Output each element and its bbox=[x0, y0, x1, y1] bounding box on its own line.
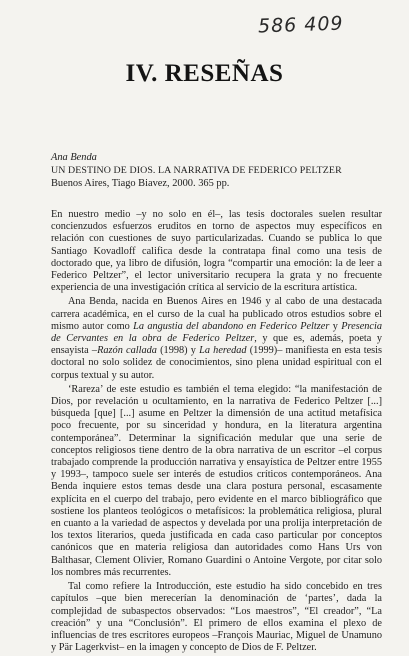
review-body bbox=[51, 209, 382, 656]
paragraph-1: En nuestro medio –y no solo en él–, las tesis doctorales suelen resultar concienzudos esfuerzos eruditos en torno de aspectos muy específicos en relación con cuestiones de suyo particularizadas. Cuando se publica lo que Santiago Kovadloff califica desde la contratapa final como una tesis de doctorado que, ya libro de difusión, logra “compartir una emoción: la de leer a Federico Peltzer”, el lector universitario recupera la grata y no frecuente experiencia de una investigación crítica al servicio de la escritura artística. bbox=[51, 209, 382, 294]
book-title: La heredad bbox=[199, 345, 247, 357]
book-title: Presencia de Cervantes en la obra de Federico Peltzer bbox=[51, 320, 382, 345]
paragraph-4: Tal como refiere la Introducción, este estudio ha sido concebido en tres capítulos –que bien merecerían la denominación de ‘partes’, dada la complejidad de subaspectos observados: “Los maestros”, “El creador”, “La creación” y una “Conclusión”. El primero de ellos examina el plexo de influencias de tres escritores europeos –François Mauriac, Miguel de Unamuno y Pär Lagerkvist– en la imagen y concepto de Dios de F. Peltzer. bbox=[51, 581, 382, 654]
reference-imprint: Buenos Aires, Tiago Biavez, 2000. 365 pp. bbox=[51, 178, 230, 189]
section-title: IV. RESEÑAS bbox=[125, 60, 284, 87]
paragraph-2: Ana Benda, nacida en Buenos Aires en 1946 y al cabo de una destacada carrera académica, en el curso de la cual ha publicado otros estudios sobre el mismo autor como La angustia del abandono en Federico Peltzer y Presencia de Cervantes en la obra de Federico Peltzer, y que es, además, poeta y ensayista –Razón callada (1998) y La heredad (1999)– manifiesta en esta tesis doctoral no solo solidez de conocimientos, sino plena unidad espiritual con el corpus textual y su autor. bbox=[51, 296, 383, 381]
paragraph-3: ‘Rareza’ de este estudio es también el tema elegido: “la manifestación de Dios, por revelación u ocultamiento, en la narrativa de Federico Peltzer [...] búsqueda [que] [...] asume en Peltzer la dimensión de una actitud metafísica poco frecuente, por su sinceridad y hondura, en la literatura argentina contemporánea”. Determinar la significación medular que una serie de conceptos religiosos tiene dentro de la obra narrativa de un escritor –el corpus trabajado comprende la producción narrativa y ensayística de Peltzer entre 1955 y 1993–, tampoco suele ser interés de estudios críticos contemporáneos. Ana Benda inquiere estos temas desde una clara postura personal, escasamente explícita en el cuerpo del trabajo, pero evidente en el marco bibliográfico que sostiene los planteos teológicos o metafísicos: la problemática religiosa, plural en cuanto a la variedad de aspectos y develada por una prolija interpretación de los textos literarios, queda justificada en cada caso particular por conceptos canónicos que en materia religiosa dan autoridades como Hans Urs von Balthasar, Clement Olivier, Romano Guardini o Antoine Vergote, por citar solo los nombres más recurrentes. bbox=[51, 383, 382, 578]
book-title: Razón callada bbox=[97, 345, 157, 357]
handwritten-annotation: 586 409 bbox=[257, 12, 344, 38]
reference-title: UN DESTINO DE DIOS. LA NARRATIVA DE FEDERICO PELTZER bbox=[51, 165, 342, 176]
reference-author: Ana Benda bbox=[51, 152, 97, 163]
book-title: La angustia del abandono en Federico Peltzer bbox=[133, 320, 330, 332]
book-reference bbox=[51, 151, 381, 190]
